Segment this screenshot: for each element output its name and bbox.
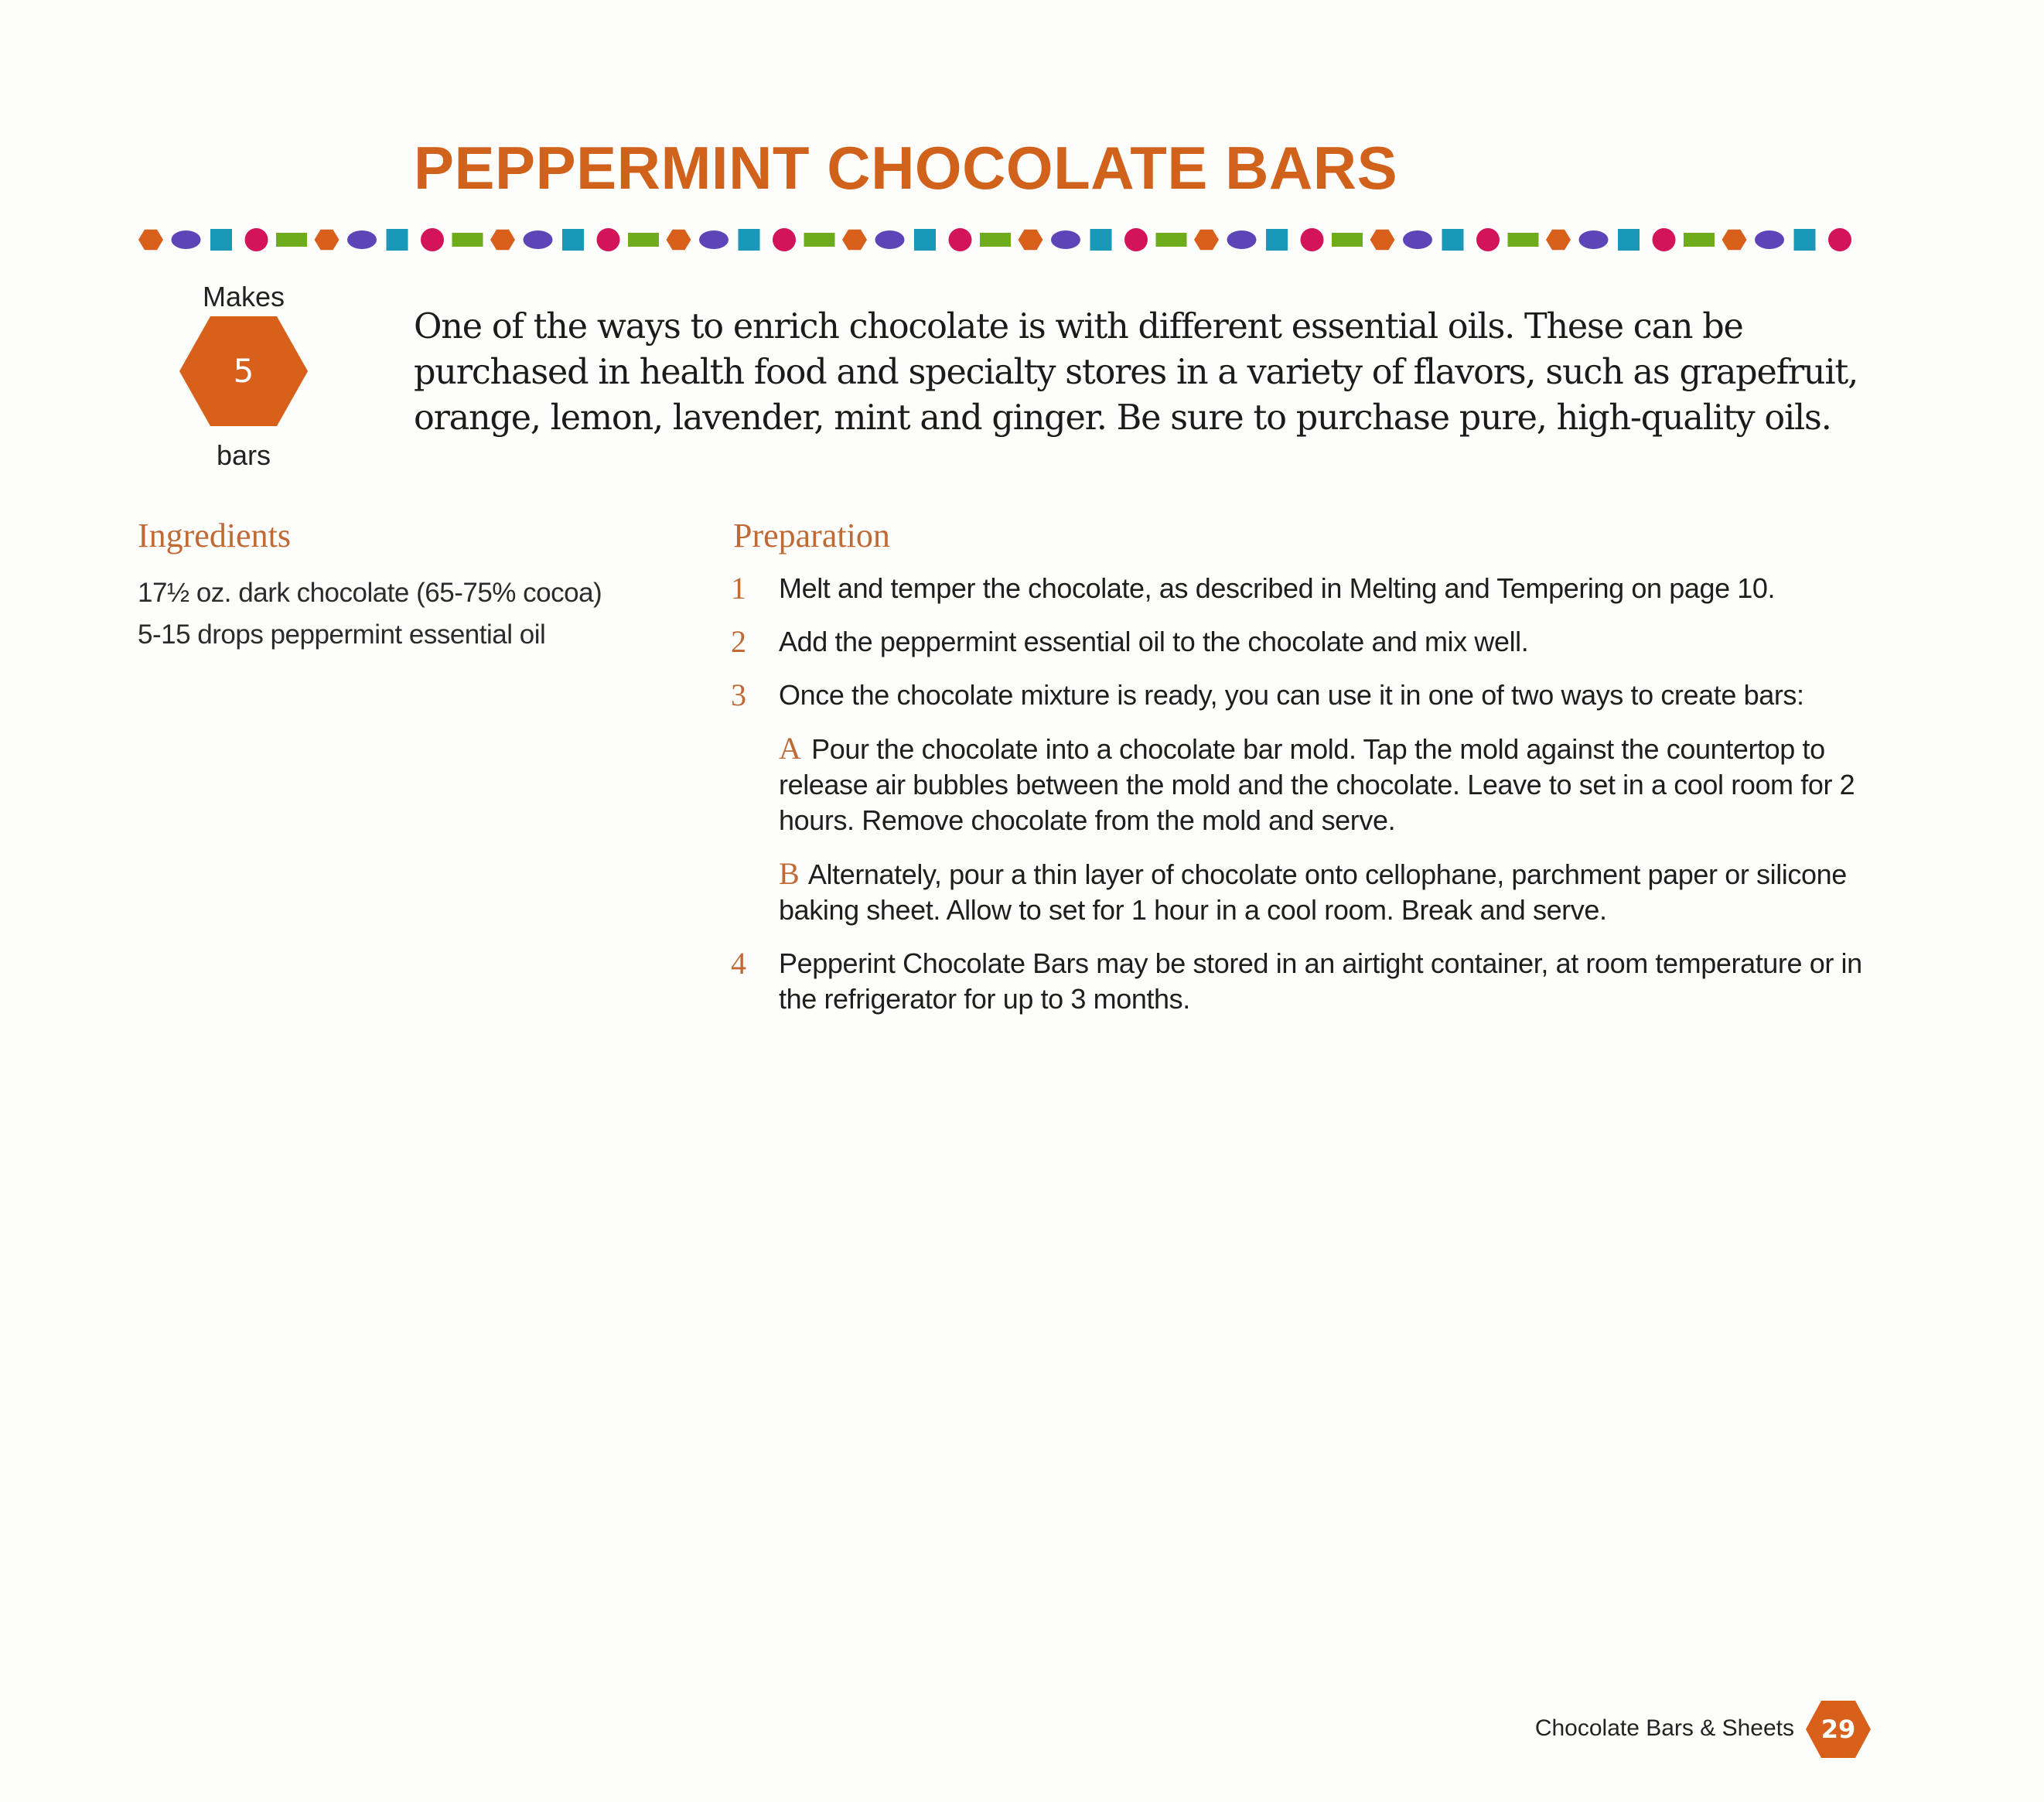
substep-text: Pour the chocolate into a chocolate bar mold. Tap the mold against the countertop to release air bubbles between the mold and the chocolate. Leave to set in a cool room for 2 hours. Remove chocolate from the mold and serve. <box>779 733 1855 836</box>
orange-hexagon-bead <box>1546 230 1571 250</box>
magenta-circle-bead <box>245 228 268 251</box>
teal-square-bead <box>1090 229 1112 251</box>
step-number: 3 <box>731 677 746 712</box>
magenta-circle-bead <box>421 228 444 251</box>
ingredients-heading: Ingredients <box>138 517 291 555</box>
step-number: 4 <box>731 946 746 981</box>
magenta-circle-bead <box>1653 228 1676 251</box>
preparation-heading: Preparation <box>733 517 890 555</box>
teal-square-bead <box>387 229 408 251</box>
teal-square-bead <box>1794 229 1816 251</box>
page-number: 29 <box>1820 1715 1856 1744</box>
teal-square-bead <box>1266 229 1288 251</box>
step-2 <box>731 624 1868 660</box>
orange-hexagon-bead <box>1370 230 1395 250</box>
recipe-intro: One of the ways to enrich chocolate is with different essential oils. These can be purchased in health food and specialty stores in a variety of flavors, such as grapefruit, orange, lemon, lavender, mint and ginger. Be sure to purchase pure, high-quality oils. <box>414 307 1858 438</box>
step-text: Pepperint Chocolate Bars may be stored in an airtight container, at room temperature or in the refrigerator for up to 3 months. <box>779 947 1862 1015</box>
teal-square-bead <box>739 229 760 251</box>
green-bar-bead <box>276 233 307 247</box>
magenta-circle-bead <box>949 228 972 251</box>
magenta-circle-bead <box>1124 228 1148 251</box>
orange-hexagon-bead <box>1194 230 1219 250</box>
purple-oval-bead <box>347 230 377 249</box>
step-4 <box>731 946 1868 1017</box>
green-bar-bead <box>1156 233 1187 247</box>
purple-oval-bead <box>1227 230 1257 249</box>
green-bar-bead <box>804 233 835 247</box>
green-bar-bead <box>452 233 483 247</box>
magenta-circle-bead <box>597 228 620 251</box>
substep-letter: B <box>779 856 800 891</box>
preparation-steps <box>731 571 1868 1035</box>
teal-square-bead <box>562 229 584 251</box>
purple-oval-bead <box>172 230 201 249</box>
purple-oval-bead <box>1755 230 1784 249</box>
yield-badge <box>178 313 309 429</box>
ingredient-item: 17½ oz. dark chocolate (65-75% cocoa) <box>138 578 602 608</box>
recipe-title: PEPPERMINT CHOCOLATE BARS <box>414 134 1398 202</box>
ingredient-item: 5-15 drops peppermint essential oil <box>138 619 546 650</box>
purple-oval-bead <box>1403 230 1432 249</box>
step-text: Add the peppermint essential oil to the chocolate and mix well. <box>779 626 1529 657</box>
teal-square-bead <box>1442 229 1464 251</box>
purple-oval-bead <box>699 230 729 249</box>
green-bar-bead <box>628 233 659 247</box>
magenta-circle-bead <box>1301 228 1324 251</box>
orange-hexagon-bead <box>490 230 515 250</box>
purple-oval-bead <box>1051 230 1080 249</box>
step-text: Melt and temper the chocolate, as described in Melting and Tempering on page 10. <box>779 572 1776 604</box>
step-number: 2 <box>731 624 746 659</box>
substep-a <box>731 731 1868 838</box>
footer-section-name: Chocolate Bars & Sheets <box>1534 1715 1794 1741</box>
step-3 <box>731 677 1868 713</box>
magenta-circle-bead <box>1476 228 1500 251</box>
green-bar-bead <box>1332 233 1363 247</box>
step-text: Once the chocolate mixture is ready, you can use it in one of two ways to create bars: <box>779 679 1804 711</box>
page-number-badge <box>1804 1699 1872 1759</box>
green-bar-bead <box>1684 233 1715 247</box>
green-bar-bead <box>1508 233 1539 247</box>
teal-square-bead <box>1618 229 1640 251</box>
yield-unit: bars <box>216 439 271 471</box>
yield-prefix: Makes <box>202 281 285 312</box>
magenta-circle-bead <box>1828 228 1851 251</box>
step-number: 1 <box>731 571 746 606</box>
substep-letter: A <box>779 731 801 766</box>
step-1 <box>731 571 1868 606</box>
decorative-dot-border <box>138 227 1879 253</box>
ingredients-list <box>138 572 602 656</box>
orange-hexagon-bead <box>138 230 163 250</box>
orange-hexagon-bead <box>667 230 691 250</box>
orange-hexagon-bead <box>1019 230 1043 250</box>
substep-b <box>731 856 1868 928</box>
purple-oval-bead <box>524 230 553 249</box>
purple-oval-bead <box>875 230 905 249</box>
orange-hexagon-bead <box>315 230 340 250</box>
magenta-circle-bead <box>773 228 796 251</box>
teal-square-bead <box>210 229 232 251</box>
yield-count: 5 <box>233 352 254 390</box>
orange-hexagon-bead <box>842 230 867 250</box>
teal-square-bead <box>914 229 936 251</box>
green-bar-bead <box>980 233 1011 247</box>
substep-text: Alternately, pour a thin layer of chocolate onto cellophane, parchment paper or silicone baking sheet. Allow to set for 1 hour in a cool room. Break and serve. <box>779 858 1847 926</box>
purple-oval-bead <box>1579 230 1609 249</box>
orange-hexagon-bead <box>1722 230 1747 250</box>
